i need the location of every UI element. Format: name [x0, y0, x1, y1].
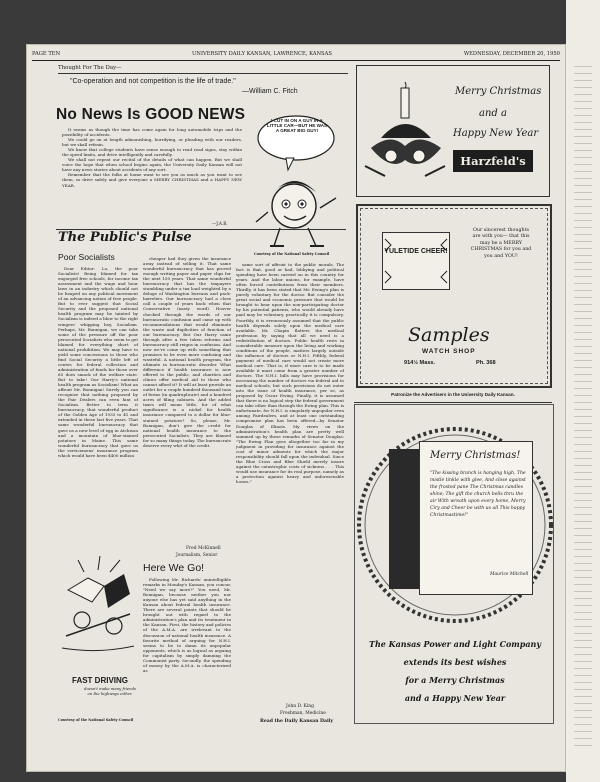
letter-text: Dear Editor: Lo, the poor Socialists! Being blamed for tax engorged free schools, for income tax assessment and the wage and hour laws in an industry which should not be heaped on any political movement of an advancing nation of free people. But to ever suggest that Social Security and the proposed national health program may be tainted by Socialism is indeed a blow to the right wingers' whipping boy, Socialism. Perhaps, Mr. Bonnigan, we can take some of the pressure off the poor persecuted Socialists who seem to get blamed for everything short of national prohibition. We may have to yield some concessions to those who find Social Security a little left of center, for federal collection and administration of funds for those over 65 does smack of the welfare state. But to take! Our Harry's national health program as Socialism! What an affront Mr. Bonnigan! Surely you can recognize that nothing proposed by the Fair Dealers can even hint of Socialism. Better to term it bureaucracy, that wonderful product of the Golden Age of 1933 to 41 and extended in these last five years. That same wonderful bureaucracy that gave us a new level of egg in Atchison and a mountain of blue-stained potatoes in Maine. This same wonderful bureaucracy that gave us the servicemens' insurance program which would have been $400 million [58, 266, 138, 458]
letter-text: Following Mr. Richards' unintelligible remarks in Monday's Kansan, you concur, "Need we say more?" You need, Mr. Bonnigan, because neither you nor anyone else has yet said anything in the Kansan about federal health insurance. There are several points that should be brought out with regard to the administration's plan and its treatment in the Kansan. First, the history and policies of the A.M.A. are irrelevant to the discussion of national health insurance. A favorite method of arguing for N.H.I. seems to be to damn its unpopular opponents, which is as logical as arguing for capitalism by simply damning the Communist party. Secondly, the spending of money by the A.M.A. is characterized as [143, 577, 231, 673]
cartoon-credit: Courtesy of the National Safety Council [254, 252, 330, 256]
editorial-headline: No News Is GOOD NEWS [56, 106, 246, 123]
letter-signature: John D. King [286, 704, 314, 709]
letter-signature-role: Freshman, Medicine [280, 711, 326, 716]
letter-title: Here We Go! [143, 562, 205, 574]
thought-author: —William C. Fitch [242, 88, 298, 95]
letter-signature-role: Journalism, Senior [176, 553, 218, 558]
kpl-line: and a Happy New Year [404, 693, 506, 703]
ad-greeting-line: Happy New Year [453, 128, 539, 139]
samples-address: 914½ Mass. [404, 360, 436, 366]
kpl-ad [354, 404, 554, 724]
ad-greeting-line: and a [479, 108, 507, 119]
samples-phone: Ph. 368 [476, 360, 496, 366]
samples-greeting: Our sincerest thoughts are with you— that this may be a MERRY CHRISTMAS for you and you and YOU! [470, 228, 532, 259]
editorial-paragraph: We know that college students have sense enough to read road signs, stay within the speed limits, and drive intelligently and carefully. [62, 147, 242, 158]
editorial-initials: —J.A.B. [212, 221, 228, 226]
thought-label: Thought For The Day— [58, 65, 122, 71]
pulse-title: The Public's Pulse [58, 230, 192, 245]
editorial-body [62, 127, 242, 227]
yuletide-sign [382, 232, 450, 290]
holly-icon [383, 233, 449, 289]
paper-name: UNIVERSITY DAILY KANSAN, LAWRENCE, KANSAS [192, 51, 332, 57]
letter-body [58, 266, 138, 544]
adjacent-page-edge [566, 0, 600, 782]
harzfeld-ad [356, 65, 550, 197]
letter-signature: Fred McKinnell [186, 546, 221, 551]
christmas-card [419, 441, 533, 595]
card-poet: Maurice Mitchell [490, 572, 529, 577]
samples-logo: Samples [408, 324, 490, 346]
divider [354, 402, 552, 403]
cartoon-credit: Courtesy of the National Safety Council [58, 718, 134, 722]
divider [58, 73, 348, 74]
letter-title: Poor Socialists [58, 252, 115, 262]
read-kansan-notice: Read the Daily Kansan Daily [260, 719, 334, 724]
card-shadow [389, 449, 419, 589]
masthead [32, 48, 560, 61]
cartoon-headline: FAST DRIVING [72, 676, 129, 685]
safety-cartoon-fast-driving [58, 550, 138, 675]
letter-body-continued [236, 262, 344, 706]
thought-quote: "Co-operation and not competition is the life of trade." [70, 78, 236, 85]
card-poem: "The kissing branch is hanging high, The mistle tinkle with glee, And close against the frosted pane The Christmas candles shine; The gift the church bells thru the air With wreath upon every home, Merry Ciry and Cheer be with us all This happy Christmastime!" [430, 471, 526, 518]
editorial-paragraph: It seems as though the time has come again for long automobile trips and the possibility of accidents. [62, 127, 242, 138]
letter-text: same sort of affront to the public morals. The fact is that, good or bad, lobbying and political spending have been carried on in this country for years. And the labor unions, for example, have often forced contributions from their members. Thirdly, it has been stated that Mr. Ewing's plan is purely voluntary for the doctor. But consider the great social and economic pressure that would be brought to bear upon the non-participating doctor by his potential patients, who would already have paid may be voluntary, practically it is compulsory. Fourthly, it is erroneously assumed that the public health depends solely upon the medical care available. Mr. Chapin flatters the medical profession by saying that all we need is a redistribution of doctors. Public health rests in considerable measure upon the living and working conditions of the people, matters largely outside the influence of doctors or N.H.I. Fifthly, federal payment of medical care would not create more medical care. That is, if more care is to be made available it must come from a greater number of doctors. The N.H.I. bills may have provisions for increasing the number of doctors via federal aid to medical schools, but such provisions do not enter into the issue of health insurance, per se, as proposed by Oscar Ewing. Finally, it is assumed that there is no logical step the federal government can take other than through the Ewing plan. This is unfortunate, for N.H.I. is singularly unpopular even among Fairdealers, and at least one outstanding compromise plan has been offered—by Senator Douglas of Illinois. My views on the administration's health plan are pretty well summed up by these remarks of Senator Douglas: "The Ewing Plan goes altogether too far in my judgment in providing for insurance against the cost of minor ailments for which the major responsibility should fall upon the individual. Since the Blue Cross and Blue Shield merely insure against the catastrophic costs of sickness . . . This would use insurance for its real purpose, namely as a protection against heavy and unforeseeable losses." [236, 262, 344, 485]
fast-driving-illustration [58, 550, 138, 675]
page-number: PAGE TEN [32, 51, 61, 57]
cartoon-balloon-text: I CUT IN ON A GUY IN A LITTLE CAR—BUT HE WAS A GREAT BIG GUY! [266, 118, 328, 134]
letter-body [143, 256, 231, 546]
editorial-paragraph: We shall not repeat our recital of the details of what can happen. But we shall voice the hope that when school begins again, the University Daily Kansan will not have any news stories about accidents of any sort. [62, 157, 242, 173]
letter-text: cheaper had they given the insurance away instead of selling it. That same wonderful bureaucracy that has proved enough writing paper and paper clips for the next 150 years. That same wonderful bureaucracy that has the taxpayers stumbling under a tax load weighted by a deluge of Washington bureaus and pack-barrelers. Our bureaucracy had a close call a couple of years back when that Conservative (nasty word) Hoover checked through the wards of our bureaucratic confusion and came up with recommendations that would eliminate the waste and duplicities of function of our bureaucracy. But Our Harry came through after a few token reforms and bureaucracy still reigns in confusion. And now we're come up with something that promises to be even more confusing and wasteful. A national health program, the ultimate in bureaucratic disorder. What difference if health insurance is now offered to the public, and charities and clinics offer medical aid to those who cannot afford it? It will at least provide an outlet for a couple hundred thousand tons of forms (in quadruplicate) and a hundred acres of filing cabinets. And the added taxes will mean little, for of what significance is a nickel for health insurance compared to a dollar for blue-stained potatoes? So, please, Mr. Bonnigan, don't give the credit for national health insurance to the persecuted Socialists. They are blamed for so many things today. The bureaucrats deserve every whit of the credit. [143, 256, 231, 448]
card-title: Merry Christmas! [430, 450, 521, 461]
editorial-paragraph: Remember that the folks at home want to see you as much as you want to see them, so drive safely and give everyone a MERRY CHRISTMAS and a HAPPY NEW YEAR. [62, 172, 242, 188]
letter-body [143, 577, 231, 727]
issue-date: WEDNESDAY, DECEMBER 20, 1950 [463, 51, 560, 57]
harzfeld-logo: Harzfeld's [453, 150, 533, 172]
kpl-line: for a Merry Christmas [405, 675, 505, 685]
yuletide-cheer-text: YULETIDE CHEER! [384, 248, 448, 255]
christmas-bells-icon [361, 80, 461, 190]
kpl-line: extends its best wishes [403, 657, 507, 667]
kpl-line: The Kansas Power and Light Company [368, 639, 542, 649]
editorial-paragraph: We could go on at length admonishing, horrifying, or pleading with our readers, but we shall refrain. [62, 137, 242, 148]
cartoon-caption: doesn't make many friends on the highways either. [84, 686, 136, 696]
samples-ad [356, 204, 552, 388]
ad-greeting-line: Merry Christmas [455, 86, 542, 97]
samples-subtitle: WATCH SHOP [422, 348, 476, 355]
patronize-notice: Patronize the Advertisers in the University Daily Kansan. [391, 392, 515, 397]
